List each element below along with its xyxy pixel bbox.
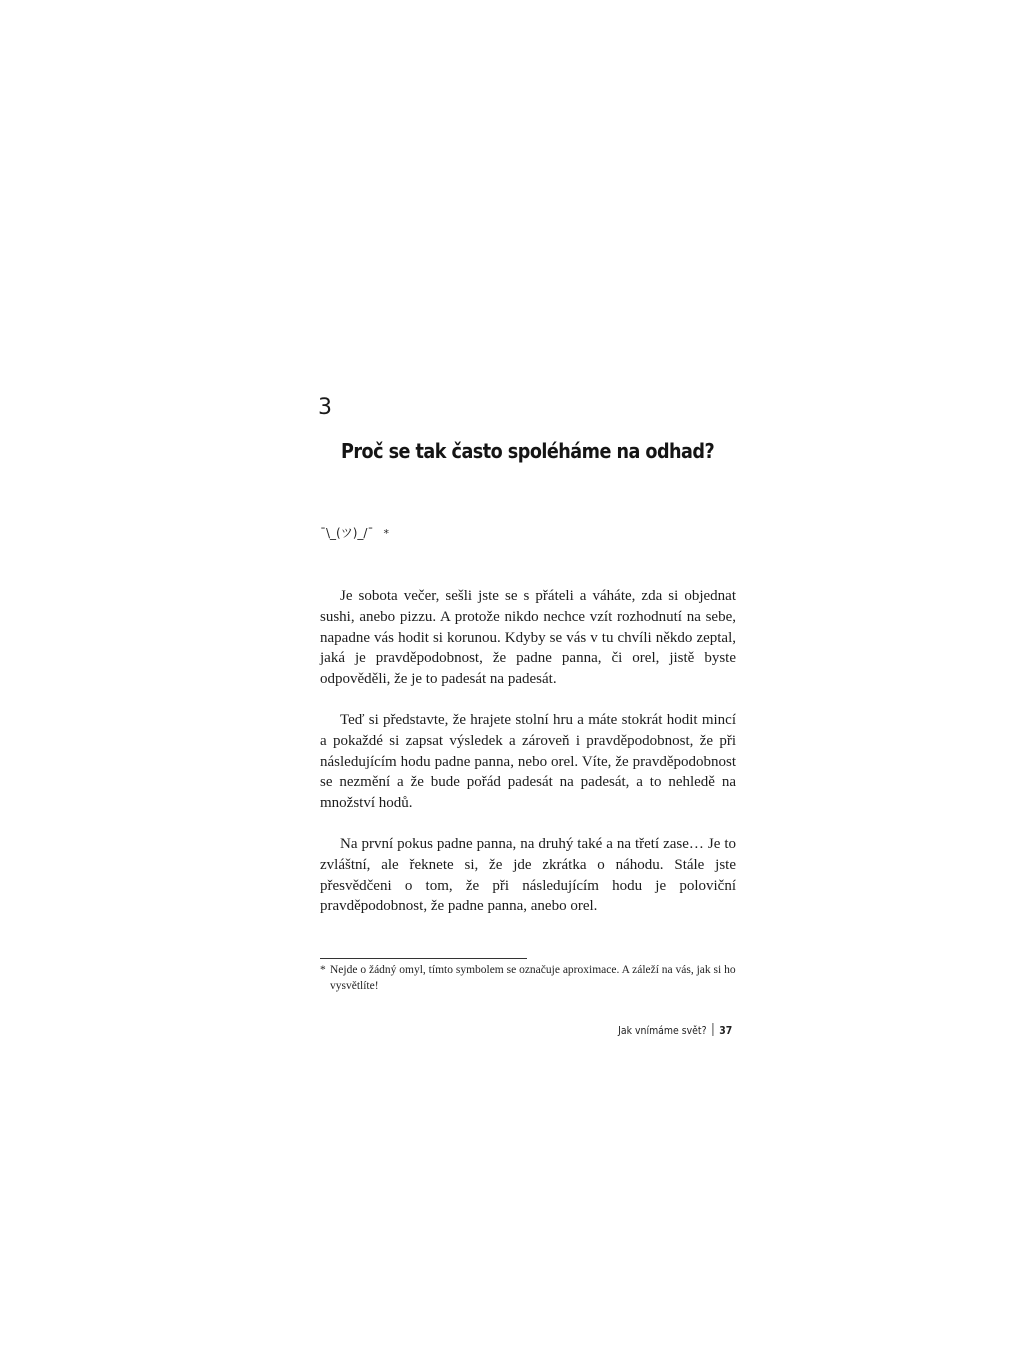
footer-book-title: Jak vnímáme svět?	[617, 1024, 707, 1037]
footnote-text: Nejde o žádný omyl, tímto symbolem se označuje aproximace. A záleží na vás, jak si ho vysvětlíte!	[330, 964, 736, 992]
footnote	[320, 963, 736, 994]
page-number: 37	[718, 1024, 732, 1037]
shrug-emoticon: ¯\_(ツ)_/¯	[320, 526, 374, 540]
running-footer	[618, 1022, 732, 1040]
chapter-title: Proč se tak často spoléháme na odhad?	[341, 439, 715, 463]
epigraph-shrug	[320, 524, 389, 543]
paragraph-3: Na první pokus padne panna, na druhý také a na třetí zase… Je to zvláštní, ale řeknete si, že jde zkrátka o náhodu. Stále jste přesvědčeni o tom, že při následujícím hodu je poloviční pravděpodobnost, že padne panna, anebo orel.	[320, 835, 736, 915]
footnote-mark: *	[320, 964, 326, 976]
chapter-number: 3	[318, 395, 332, 420]
paragraph-2: Teď si představte, že hrajete stolní hru a máte stokrát hodit mincí a pokaždé si zapsat výsledek a zároveň i pravděpodobnost, že při následujícím hodu padne panna, nebo orel. Víte, že pravděpodobnost se nezmění a že bude pořád padesát na padesát, a to nehledě na množství hodů.	[320, 711, 736, 812]
footnote-divider	[320, 958, 527, 959]
footnote-reference-mark: *	[383, 527, 389, 540]
body-text	[320, 586, 736, 937]
paragraph-1: Je sobota večer, sešli jste se s přáteli a váháte, zda si objednat sushi, anebo pizzu. A protože nikdo nechce vzít rozhodnutí na sebe, napadne vás hodit si korunou. Kdyby se vás v tu chvíli někdo zeptal, jaká je pravděpodobnost, že padne panna, či orel, jistě byste odpověděli, že je to padesát na padesát.	[320, 588, 736, 688]
footer-separator	[712, 1023, 713, 1036]
